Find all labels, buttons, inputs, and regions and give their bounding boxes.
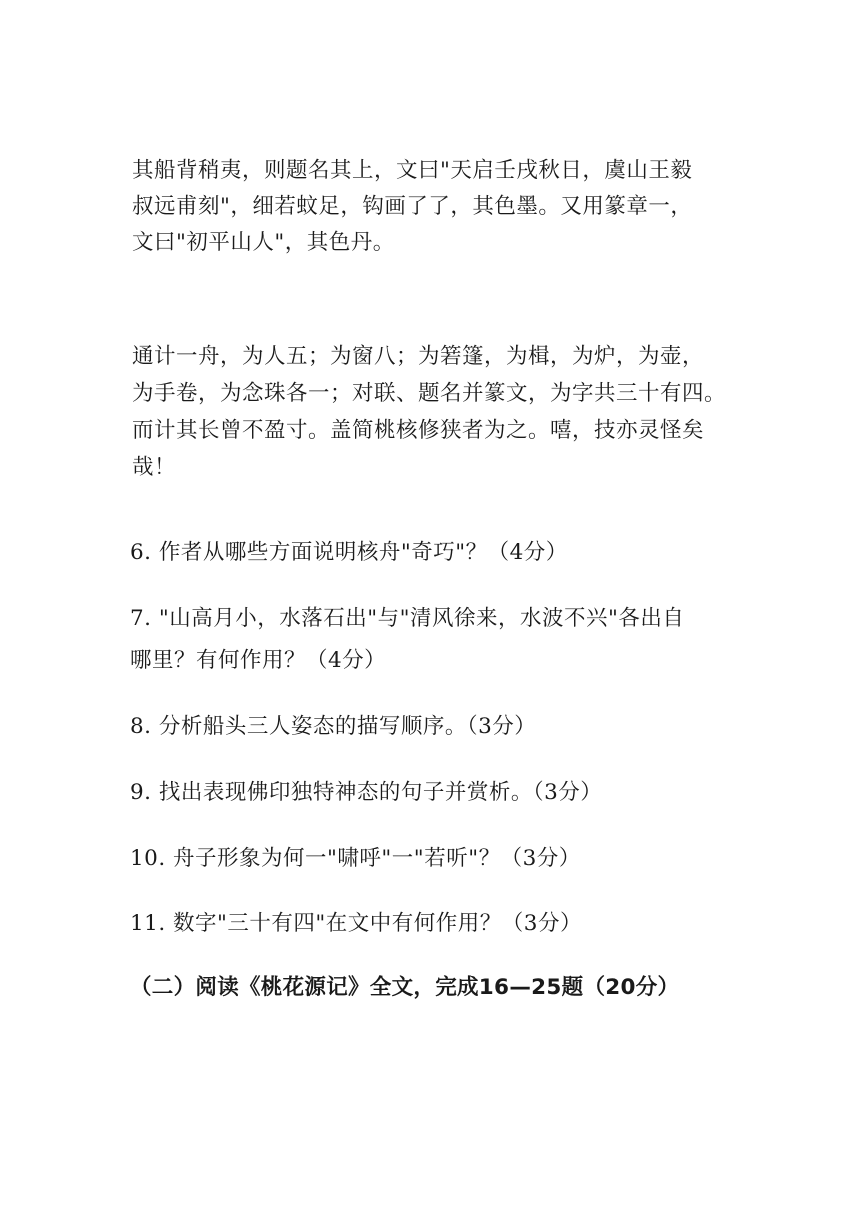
passage-line: 哉！: [132, 455, 177, 480]
question-6: [130, 532, 740, 574]
question-text: 9. 找出表现佛印独特神态的句子并赏析。（3分）: [130, 780, 603, 805]
passage-line: 文曰"初平山人"，其色丹。: [132, 230, 395, 255]
passage-line: 其船背稍夷，则题名其上，文曰"天启壬戌秋日，虞山王毅: [132, 158, 693, 183]
passage-paragraph-2: [132, 338, 732, 486]
passage-line: 而计其长曾不盈寸。盖简桃核修狭者为之。嘻，技亦灵怪矣: [132, 418, 705, 443]
question-9: [130, 772, 740, 814]
question-text: 8. 分析船头三人姿态的描写顺序。（3分）: [130, 714, 537, 739]
passage-line: 为手卷，为念珠各一；对联、题名并篆文，为字共三十有四。: [132, 381, 727, 406]
question-11: [130, 903, 740, 945]
question-text: 10. 舟子形象为何一"啸呼"一"若听"？（3分）: [130, 846, 581, 871]
question-text: 11. 数字"三十有四"在文中有何作用？（3分）: [130, 911, 582, 936]
question-text: 7. "山高月小，水落石出"与"清风徐来，水波不兴"各出自: [130, 606, 685, 631]
question-7: [130, 598, 740, 682]
question-10: [130, 838, 740, 880]
passage-paragraph-1: [132, 153, 732, 261]
question-8: [130, 706, 740, 748]
question-text: 哪里？有何作用？（4分）: [130, 648, 387, 673]
passage-line: 叔远甫刻"，细若蚊足，钩画了了，其色墨。又用篆章一，: [132, 194, 693, 219]
passage-line: 通计一舟，为人五；为窗八；为箬篷，为楫，为炉，为壶，: [132, 344, 705, 369]
question-text: 6. 作者从哪些方面说明核舟"奇巧"？（4分）: [130, 540, 568, 565]
section-heading: （二）阅读《桃花源记》全文，完成16—25题（20分）: [130, 975, 680, 1000]
